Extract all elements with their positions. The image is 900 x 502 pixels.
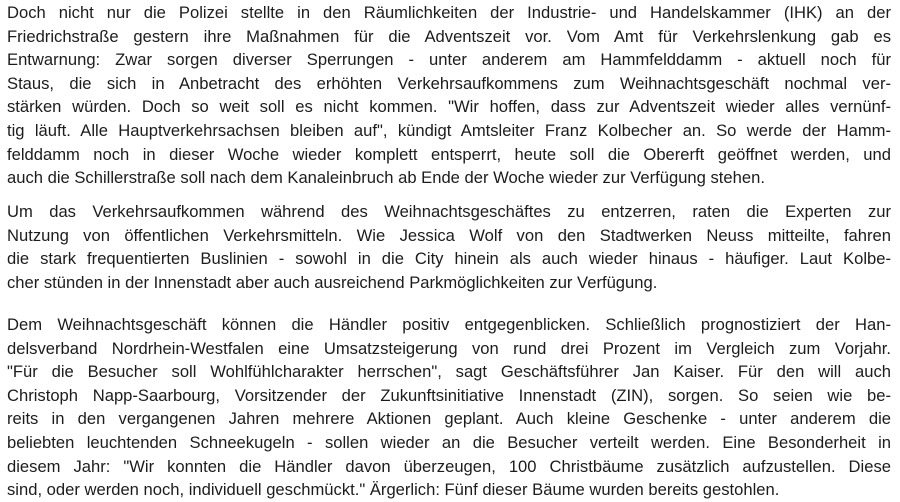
text-line: reits in den vergangenen Jahren mehrere Aktionen geplant. Auch kleine Geschenke - unter anderem die (7, 409, 891, 429)
text-line: Staus, die sich in Anbetracht des erhöhten Verkehrsaufkommens zum Weihnachtsgeschäft nochmal ver- (7, 73, 891, 93)
paragraph-public-transport (7, 200, 891, 294)
text-line: delsverband Nordrhein-Westfalen eine Umsatzsteigerung von rund drei Prozent im Vergleich zum Vorjahr. (7, 338, 891, 358)
text-line: Doch nicht nur die Polizei stellte in den Räumlichkeiten der Industrie- und Handelskammer (IHK) an der (7, 3, 891, 22)
text-line: tig läuft. Alle Hauptverkehrsachsen bleiben auf", kündigt Amtsleiter Franz Kolbecher an. So werde der Hamm- (7, 120, 891, 140)
text-line: stärken würden. Doch so weit soll es nicht kommen. "Wir hoffen, dass zur Adventszeit wieder alles vernünf- (7, 97, 891, 117)
text-line: die stark frequentierten Buslinien - sowohl in die City hinein als auch wieder hinaus - häufiger. Laut Kolbe- (7, 249, 891, 269)
text-line: Friedrichstraße gestern ihre Maßnahmen für die Adventszeit vor. Vom Amt für Verkehrslenkung gab es (7, 26, 891, 46)
text-line: diesem Jahr: "Wir konnten die Händler davon überzeugen, 100 Christbäume zusätzlich aufzustellen. Diese (7, 456, 891, 476)
text-line: "Für die Besucher soll Wohlfühlcharakter herrschen", sagt Geschäftsführer Jan Kaiser. Für den will auch (7, 362, 891, 382)
text-line: cher stünden in der Innenstadt aber auch ausreichend Parkmöglichkeiten zur Verfügung. (7, 272, 658, 292)
text-line: sind, oder werden noch, individuell geschmückt." Ärgerlich: Fünf dieser Bäume wurden bereits gestohlen. (7, 480, 780, 500)
text-line: Christoph Napp-Saarbourg, Vorsitzender der Zukunftsinitiative Innenstadt (ZIN), sorgen. So seien wie be- (7, 385, 891, 405)
text-line: beliebten leuchtenden Schneekugeln - sollen wieder an die Besucher verteilt werden. Eine Besonderheit in (7, 432, 891, 452)
paragraph-traffic-measures (7, 1, 891, 190)
text-line: auch die Schillerstraße soll nach dem Kanaleinbruch ab Ende der Woche wieder zur Verfügung stehen. (7, 168, 765, 188)
text-line: Entwarnung: Zwar sorgen diverser Sperrungen - unter anderem am Hammfelddamm - aktuell noch für (7, 50, 891, 70)
text-line: Um das Verkehrsaufkommen während des Weihnachtsgeschäftes zu entzerren, raten die Experten zur (7, 202, 891, 221)
text-line: Dem Weihnachtsgeschäft können die Händler positiv entgegenblicken. Schließlich prognostiziert der Han- (7, 315, 891, 334)
paragraph-christmas-business (7, 313, 891, 502)
text-line: felddamm noch in dieser Woche wieder komplett entsperrt, heute soll die Obererft geöffnet werden, und (7, 144, 891, 164)
text-line: Nutzung von öffentlichen Verkehrsmitteln. Wie Jessica Wolf von den Stadtwerken Neuss mitteilte, fahren (7, 225, 891, 245)
